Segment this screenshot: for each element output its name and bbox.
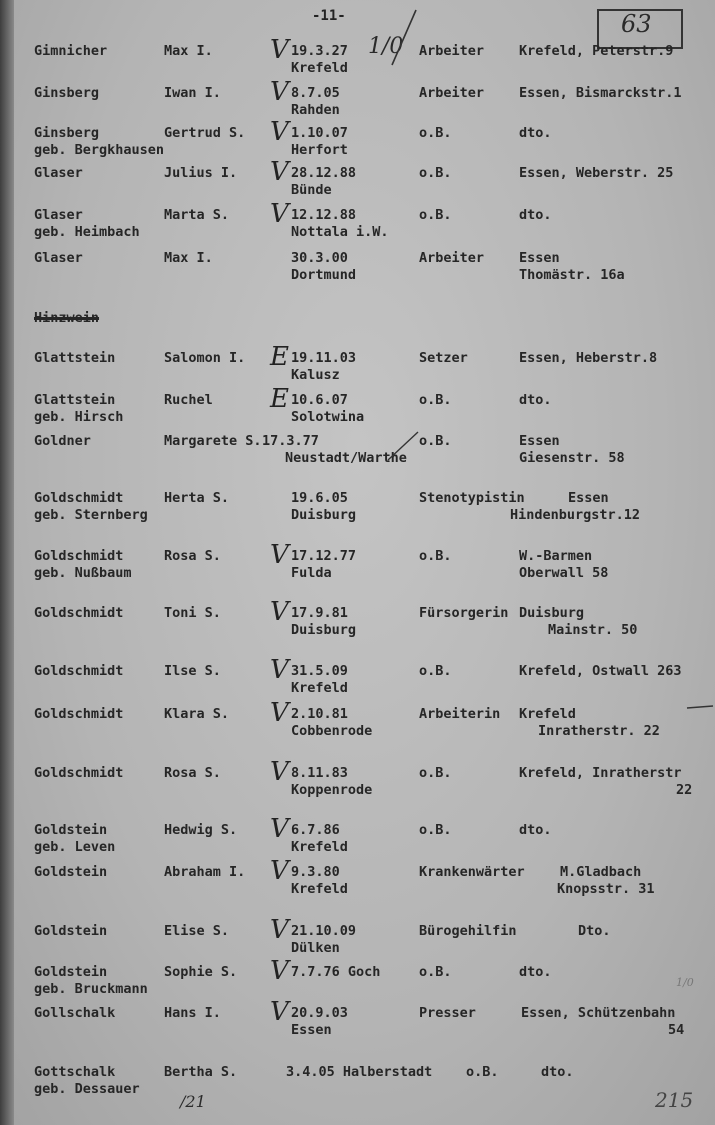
entry-given-name: Sophie S. [164, 964, 238, 980]
entry-maiden-name: geb. Bergkhausen [34, 142, 165, 158]
entry-birth-date: 20.9.03 [291, 1005, 348, 1021]
entry-check-mark: V [270, 997, 289, 1027]
entry-address-line2: 54 [668, 1022, 685, 1038]
entry-birth-date: 19.11.03 [291, 350, 357, 366]
entry-surname: Goldschmidt [34, 490, 124, 506]
entry-birth-date: 6.7.86 [291, 822, 340, 838]
entry-birth-place: Dortmund [291, 267, 357, 283]
entry-birth-date: 21.10.09 [291, 923, 357, 939]
entry-maiden-name: geb. Sternberg [34, 507, 148, 523]
entry-birth-place: Duisburg [291, 622, 357, 638]
entry-maiden-name: geb. Nußbaum [34, 565, 132, 581]
entry-check-mark: V [270, 915, 289, 945]
entry-given-name: Margarete S. [164, 433, 262, 449]
handwritten-annotation: 1/0 [368, 34, 404, 59]
entry-maiden-name: geb. Leven [34, 839, 116, 855]
entry-check-mark: E [270, 342, 289, 372]
entry-given-name: Abraham I. [164, 864, 246, 880]
entry-occupation: o.B. [419, 392, 452, 408]
entry-check-mark: V [270, 757, 289, 787]
entry-birth-place: Krefeld [291, 60, 348, 76]
entry-birth-date: 17.12.77 [291, 548, 357, 564]
entry-address: dto. [519, 125, 552, 141]
entry-surname: Glaser [34, 250, 83, 266]
entry-occupation: o.B. [419, 663, 452, 679]
entry-address: Essen, Heberstr.8 [519, 350, 658, 366]
entry-surname: Gollschalk [34, 1005, 116, 1021]
section-mark: Hinzwein [34, 310, 100, 326]
entry-address-line2: Inratherstr. 22 [538, 723, 660, 739]
entry-occupation: o.B. [419, 433, 452, 449]
pen-stroke [687, 706, 713, 708]
entry-surname: Ginsberg [34, 125, 100, 141]
box-number: 63 [621, 10, 652, 38]
entry-occupation: Stenotypistin [419, 490, 525, 506]
entry-birth-date: 28.12.88 [291, 165, 357, 181]
entry-given-name: Bertha S. [164, 1064, 238, 1080]
entry-given-name: Toni S. [164, 605, 221, 621]
entry-check-mark: V [270, 199, 289, 229]
entry-birth-place: Fulda [291, 565, 332, 581]
entry-address: dto. [519, 392, 552, 408]
entry-birth-place: Krefeld [291, 881, 348, 897]
entry-surname: Goldstein [34, 923, 108, 939]
entry-check-mark: V [270, 597, 289, 627]
entry-birth-place: Nottala i.W. [291, 224, 389, 240]
entry-occupation: o.B. [419, 207, 452, 223]
entry-birth-place: Kalusz [291, 367, 340, 383]
entry-given-name: Klara S. [164, 706, 230, 722]
entry-check-mark: V [270, 655, 289, 685]
entry-given-name: Marta S. [164, 207, 230, 223]
entry-check-mark: V [270, 814, 289, 844]
entry-occupation: o.B. [419, 822, 452, 838]
entry-address: Essen [519, 250, 560, 266]
entry-birth-place: Herfort [291, 142, 348, 158]
entry-surname: Glattstein [34, 350, 116, 366]
entry-occupation: Krankenwärter [419, 864, 525, 880]
entry-surname: Gimnicher [34, 43, 108, 59]
entry-address: dto. [519, 964, 552, 980]
entry-occupation: o.B. [419, 548, 452, 564]
entry-check-mark: V [270, 540, 289, 570]
entry-given-name: Elise S. [164, 923, 230, 939]
entry-occupation: o.B. [419, 165, 452, 181]
entry-check-mark: E [270, 384, 289, 414]
entry-check-mark: V [270, 157, 289, 187]
footer-mark-right: 215 [655, 1088, 694, 1112]
entry-address: Essen [519, 433, 560, 449]
entry-birth-place: Cobbenrode [291, 723, 373, 739]
entry-birth-place: Solotwina [291, 409, 365, 425]
entry-address: Krefeld, Inratherstr [519, 765, 682, 781]
entry-surname: Goldstein [34, 822, 108, 838]
entry-occupation: Setzer [419, 350, 468, 366]
entry-address: M.Gladbach [560, 864, 642, 880]
entry-address: Krefeld, Peterstr.9 [519, 43, 674, 59]
entry-maiden-name: geb. Heimbach [34, 224, 140, 240]
pen-stroke [392, 10, 416, 65]
entry-occupation: o.B. [419, 125, 452, 141]
entry-address: dto. [541, 1064, 574, 1080]
entry-address: Essen, Schützenbahn [521, 1005, 676, 1021]
entry-surname: Goldstein [34, 964, 108, 980]
entry-address-line2: Oberwall 58 [519, 565, 609, 581]
entry-birth-date: 17.9.81 [291, 605, 348, 621]
faint-mark: 1/0 [676, 976, 694, 989]
entry-given-name: Hans I. [164, 1005, 221, 1021]
entry-birth-date: 9.3.80 [291, 864, 340, 880]
entry-birth-date: 12.12.88 [291, 207, 357, 223]
entry-check-mark: V [270, 77, 289, 107]
entry-birth-date: 30.3.00 [291, 250, 348, 266]
entry-birth-date: 19.3.27 [291, 43, 348, 59]
entry-given-name: Iwan I. [164, 85, 221, 101]
entry-occupation: Fürsorgerin [419, 605, 509, 621]
entry-address: Krefeld, Ostwall 263 [519, 663, 682, 679]
entry-surname: Goldschmidt [34, 663, 124, 679]
entry-birth-place: Krefeld [291, 839, 348, 855]
entry-check-mark: V [270, 956, 289, 986]
entry-occupation: o.B. [419, 964, 452, 980]
entry-occupation: Arbeiter [419, 43, 485, 59]
entry-address-line2: Mainstr. 50 [548, 622, 638, 638]
entry-surname: Goldschmidt [34, 548, 124, 564]
entry-address-line2: Thomästr. 16a [519, 267, 625, 283]
entry-given-name: Herta S. [164, 490, 230, 506]
footer-mark-left: /21 [180, 1092, 206, 1111]
entry-address-line2: 22 [676, 782, 693, 798]
entry-birth-place: Krefeld [291, 680, 348, 696]
entry-birth-place: Essen [291, 1022, 332, 1038]
entry-birth-date: 17.3.77 [262, 433, 319, 449]
entry-address: Krefeld [519, 706, 576, 722]
entry-surname: Goldschmidt [34, 605, 124, 621]
page-number: -11- [312, 8, 346, 24]
entry-birth-place: Bünde [291, 182, 332, 198]
entry-birth-place: Dülken [291, 940, 340, 956]
entry-occupation: Arbeiter [419, 250, 485, 266]
entry-birth-place: Koppenrode [291, 782, 373, 798]
entry-address-line2: Giesenstr. 58 [519, 450, 625, 466]
entry-birth-place: Duisburg [291, 507, 357, 523]
entry-address-line2: Hindenburgstr.12 [510, 507, 641, 523]
entry-birth-date: 2.10.81 [291, 706, 348, 722]
entry-surname: Goldstein [34, 864, 108, 880]
entry-surname: Goldschmidt [34, 706, 124, 722]
entry-birth-date: 19.6.05 [291, 490, 348, 506]
entry-address: Duisburg [519, 605, 585, 621]
entry-birth-date: 8.11.83 [291, 765, 348, 781]
entry-given-name: Rosa S. [164, 548, 221, 564]
entry-address: Essen [568, 490, 609, 506]
entry-maiden-name: geb. Bruckmann [34, 981, 148, 997]
entry-occupation: o.B. [419, 765, 452, 781]
entry-occupation: Arbeiterin [419, 706, 501, 722]
entry-surname: Ginsberg [34, 85, 100, 101]
entry-address: dto. [519, 207, 552, 223]
entry-given-name: Rosa S. [164, 765, 221, 781]
entry-surname: Gottschalk [34, 1064, 116, 1080]
entry-maiden-name: geb. Hirsch [34, 409, 124, 425]
entry-surname: Goldschmidt [34, 765, 124, 781]
entry-birth-place: Neustadt/Warthe [285, 450, 407, 466]
entry-maiden-name: geb. Dessauer [34, 1081, 140, 1097]
entry-given-name: Salomon I. [164, 350, 246, 366]
entry-given-name: Max I. [164, 250, 213, 266]
entry-occupation: Arbeiter [419, 85, 485, 101]
entry-birth-date: 1.10.07 [291, 125, 348, 141]
entry-occupation: Presser [419, 1005, 476, 1021]
entry-surname: Glaser [34, 207, 83, 223]
entry-address: dto. [519, 822, 552, 838]
entry-given-name: Gertrud S. [164, 125, 246, 141]
entry-birth-date: 7.7.76 Goch [291, 964, 381, 980]
entry-birth-date: 8.7.05 [291, 85, 340, 101]
entry-address: Essen, Weberstr. 25 [519, 165, 674, 181]
entry-birth-place: Rahden [291, 102, 340, 118]
entry-address: Essen, Bismarckstr.1 [519, 85, 682, 101]
entry-occupation: o.B. [466, 1064, 499, 1080]
entry-birth-date: 31.5.09 [291, 663, 348, 679]
entry-given-name: Ruchel [164, 392, 213, 408]
pen-stroke [388, 432, 418, 460]
entry-given-name: Ilse S. [164, 663, 221, 679]
entry-birth-date: 10.6.07 [291, 392, 348, 408]
entry-address: Dto. [578, 923, 611, 939]
entry-given-name: Max I. [164, 43, 213, 59]
entry-check-mark: V [270, 856, 289, 886]
entry-occupation: Bürogehilfin [419, 923, 517, 939]
entry-surname: Glattstein [34, 392, 116, 408]
entry-surname: Goldner [34, 433, 91, 449]
entry-check-mark: V [270, 117, 289, 147]
entry-address-line2: Knopsstr. 31 [557, 881, 655, 897]
entry-birth-date: 3.4.05 Halberstadt [286, 1064, 433, 1080]
entry-given-name: Hedwig S. [164, 822, 238, 838]
entry-address: W.-Barmen [519, 548, 593, 564]
entry-check-mark: V [270, 35, 289, 65]
entry-given-name: Julius I. [164, 165, 238, 181]
entry-check-mark: V [270, 698, 289, 728]
entry-surname: Glaser [34, 165, 83, 181]
